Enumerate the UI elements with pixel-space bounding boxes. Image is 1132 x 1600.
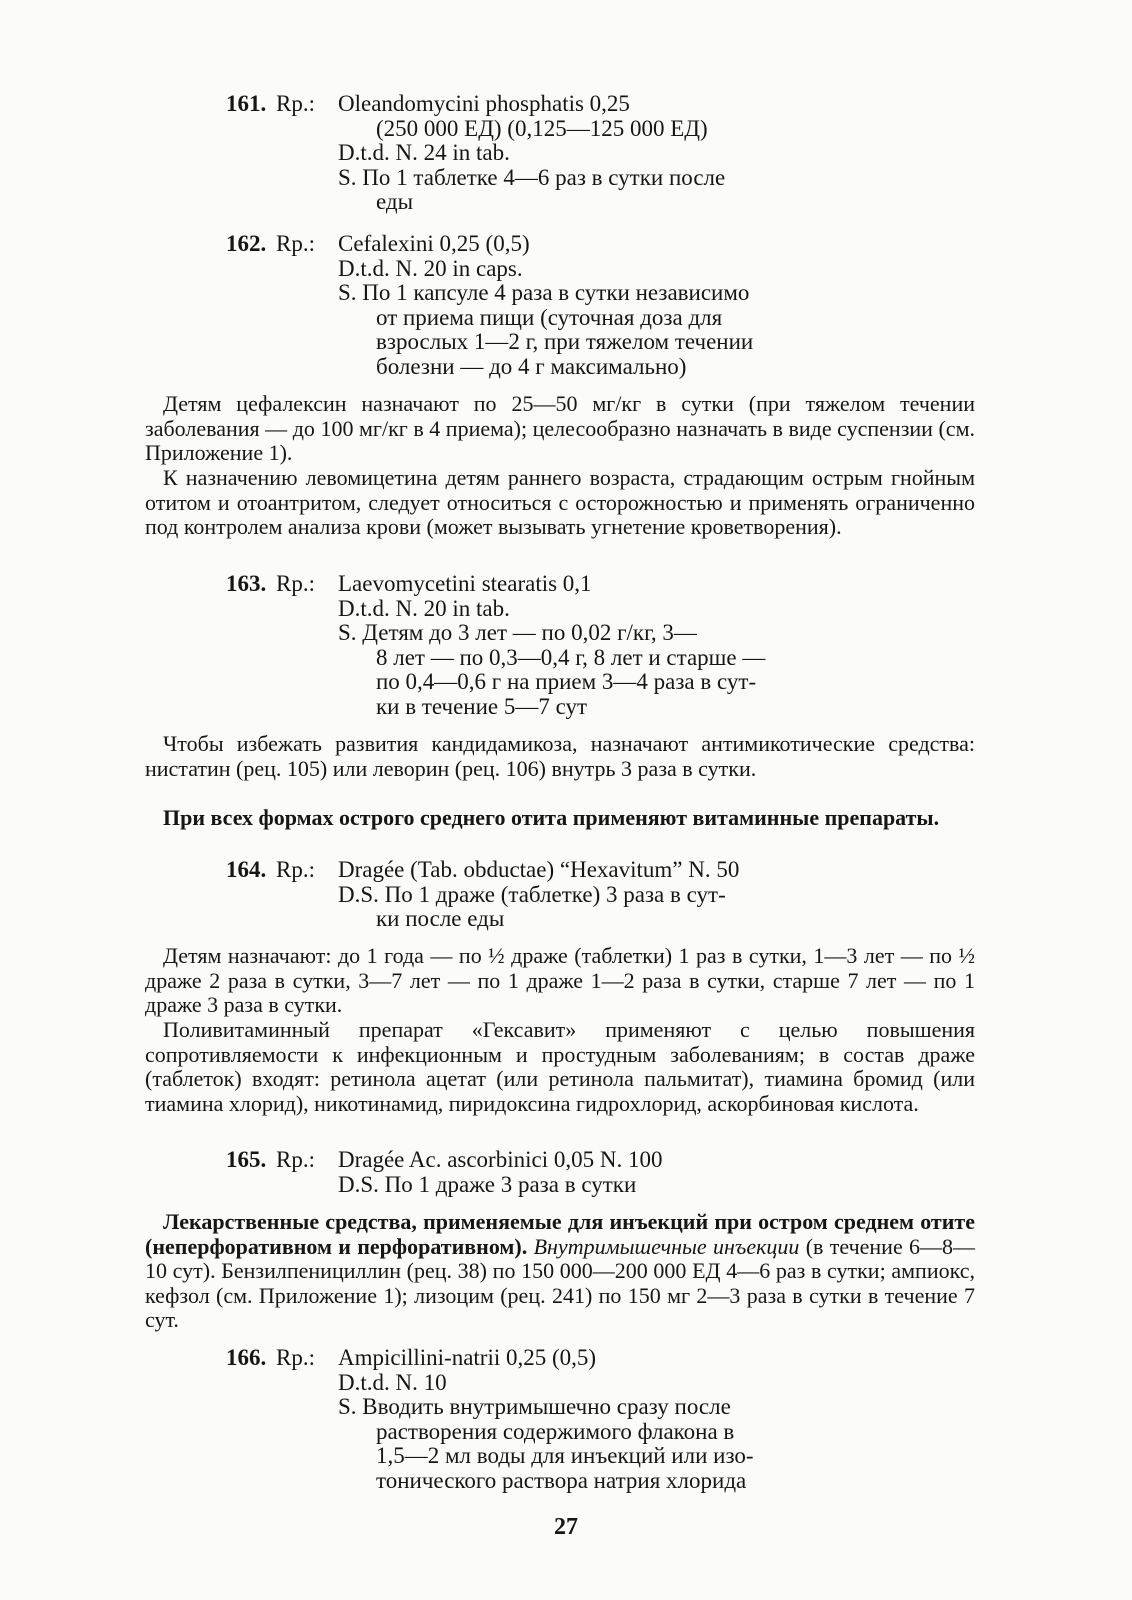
paragraph-text: (в течение 6—8—10 сут). Бензилпенициллин (рец. 38) по 150 000—200 000 ЕД 4—6 раз в сутки; ампиокс, кефзол (см. Приложение 1); лизоцим (рец. 241) по 150 мг 2—3 раза в сутки в течение 7 сут. (145, 1233, 976, 1333)
paragraph-hexavit-dosage (145, 944, 975, 1018)
prescription-line: растворения содержимого флакона в (376, 1418, 735, 1444)
paragraph-hexavit-composition (145, 1018, 975, 1116)
prescription-163 (226, 572, 765, 720)
prescription-signa: S. Вводить внутримышечно сразу после (338, 1394, 731, 1420)
prescription-line: по 0,4—0,6 г на прием 3—4 раза в сут- (376, 669, 757, 695)
paragraph-levomycetin-warning (145, 466, 975, 540)
prescription-line: Dragée Ac. ascorbinici 0,05 N. 100 (338, 1147, 663, 1172)
prescription-162 (226, 232, 753, 380)
rp-label: Rp.: (276, 231, 315, 256)
prescription-166 (226, 1346, 754, 1494)
paragraph-text: При всех формах острого среднего отита применяют витаминные препараты. (163, 805, 940, 830)
prescription-number: 164. (226, 857, 267, 882)
prescription-line: от приема пищи (суточная доза для (376, 304, 723, 330)
paragraph-cefalexin-children (145, 392, 975, 466)
prescription-line: ки после еды (376, 906, 505, 932)
prescription-signa: S. По 1 таблетке 4—6 раз в сутки после (338, 164, 726, 190)
page-number: 27 (554, 1514, 578, 1540)
prescription-line: Oleandomycini phosphatis 0,25 (338, 91, 630, 116)
prescription-line: ки в течение 5—7 сут (376, 693, 588, 719)
prescription-line: взрослых 1—2 г, при тяжелом течении (376, 329, 754, 355)
prescription-signa: S. Детям до 3 лет — по 0,02 г/кг, 3— (338, 620, 697, 646)
prescription-line: (250 000 ЕД) (0,125—125 000 ЕД) (376, 115, 708, 141)
prescription-signa: S. По 1 капсуле 4 раза в сутки независимо (338, 280, 750, 306)
prescription-signa: D.S. По 1 драже 3 раза в сутки (338, 1171, 637, 1197)
paragraph-injections (145, 1210, 975, 1333)
section-heading: Лекарственные средства, применяемые для инъекций при остром среднем отите (неперфоративном и перфоративном). (145, 1209, 975, 1259)
prescription-line: Dragée (Tab. obductae) “Hexavitum” N. 50 (338, 857, 740, 882)
prescription-line: D.t.d. N. 24 in tab. (338, 140, 510, 166)
paragraph-text: К назначению левомицетина детям раннего возраста, страдающим острым гнойным отитом и отоантритом, следует относиться с осторожностью и применять ограниченно под контролем анализа крови (может вызывать угнетение кроветворения). (145, 465, 975, 540)
rp-label: Rp.: (276, 571, 315, 596)
prescription-number: 165. (226, 1147, 267, 1172)
prescription-161 (226, 92, 725, 215)
prescription-line: D.t.d. N. 10 (338, 1369, 447, 1395)
prescription-line: болезни — до 4 г максимально) (376, 353, 687, 379)
prescription-164 (226, 858, 739, 932)
prescription-number: 163. (226, 571, 267, 596)
prescription-line: Cefalexini 0,25 (0,5) (338, 231, 530, 256)
paragraph-text: Детям цефалексин назначают по 25—50 мг/кг в сутки (при тяжелом течении заболевания — до 100 мг/кг в 4 приема); целесообразно назначать в виде суспензии (см. Приложение 1). (145, 391, 975, 466)
prescription-line: 1,5—2 мл воды для инъекций или изо- (376, 1443, 754, 1469)
prescription-line: еды (376, 189, 414, 215)
rp-label: Rp.: (276, 1345, 315, 1370)
rp-label: Rp.: (276, 857, 315, 882)
prescription-line: Ampicillini-natrii 0,25 (0,5) (338, 1345, 597, 1370)
prescription-line: Laevomycetini stearatis 0,1 (338, 571, 592, 596)
prescription-number: 166. (226, 1345, 267, 1370)
paragraph-text: Чтобы избежать развития кандидамикоза, назначают антимикотические средства: нистатин (рец. 105) или леворин (рец. 106) внутрь 3 раза в сутки. (145, 731, 975, 781)
paragraph-antimycotic (145, 732, 975, 781)
subsection-heading: Внутримышечные инъекции (533, 1233, 800, 1259)
prescription-signa: D.S. По 1 драже (таблетке) 3 раза в сут- (338, 881, 726, 907)
prescription-number: 161. (226, 91, 267, 116)
prescription-line: D.t.d. N. 20 in caps. (338, 255, 523, 281)
prescription-line: 8 лет — по 0,3—0,4 г, 8 лет и старше — (376, 644, 766, 670)
paragraph-vitamins (145, 806, 975, 831)
prescription-line: D.t.d. N. 20 in tab. (338, 595, 510, 621)
prescription-line: тонического раствора натрия хлорида (376, 1467, 747, 1493)
prescription-number: 162. (226, 231, 267, 256)
rp-label: Rp.: (276, 1147, 315, 1172)
paragraph-text: Поливитаминный препарат «Гексавит» применяют с целью повышения сопротивляемости к инфекционным и простудным заболеваниям; в состав драже (таблеток) входят: ретинола ацетат (или ретинола пальмитат), тиамина бромид (или тиамина хлорид), никотинамид, пиридоксина гидрохлорид, аскорбиновая кислота. (145, 1017, 975, 1116)
paragraph-text: Детям назначают: до 1 года — по ½ драже (таблетки) 1 раз в сутки, 1—3 лет — по ½ драже 2 раза в сутки, 3—7 лет — по 1 драже 1—2 раза в сутки, старше 7 лет — по 1 драже 3 раза в сутки. (145, 943, 975, 1018)
prescription-165 (226, 1148, 662, 1197)
rp-label: Rp.: (276, 91, 315, 116)
